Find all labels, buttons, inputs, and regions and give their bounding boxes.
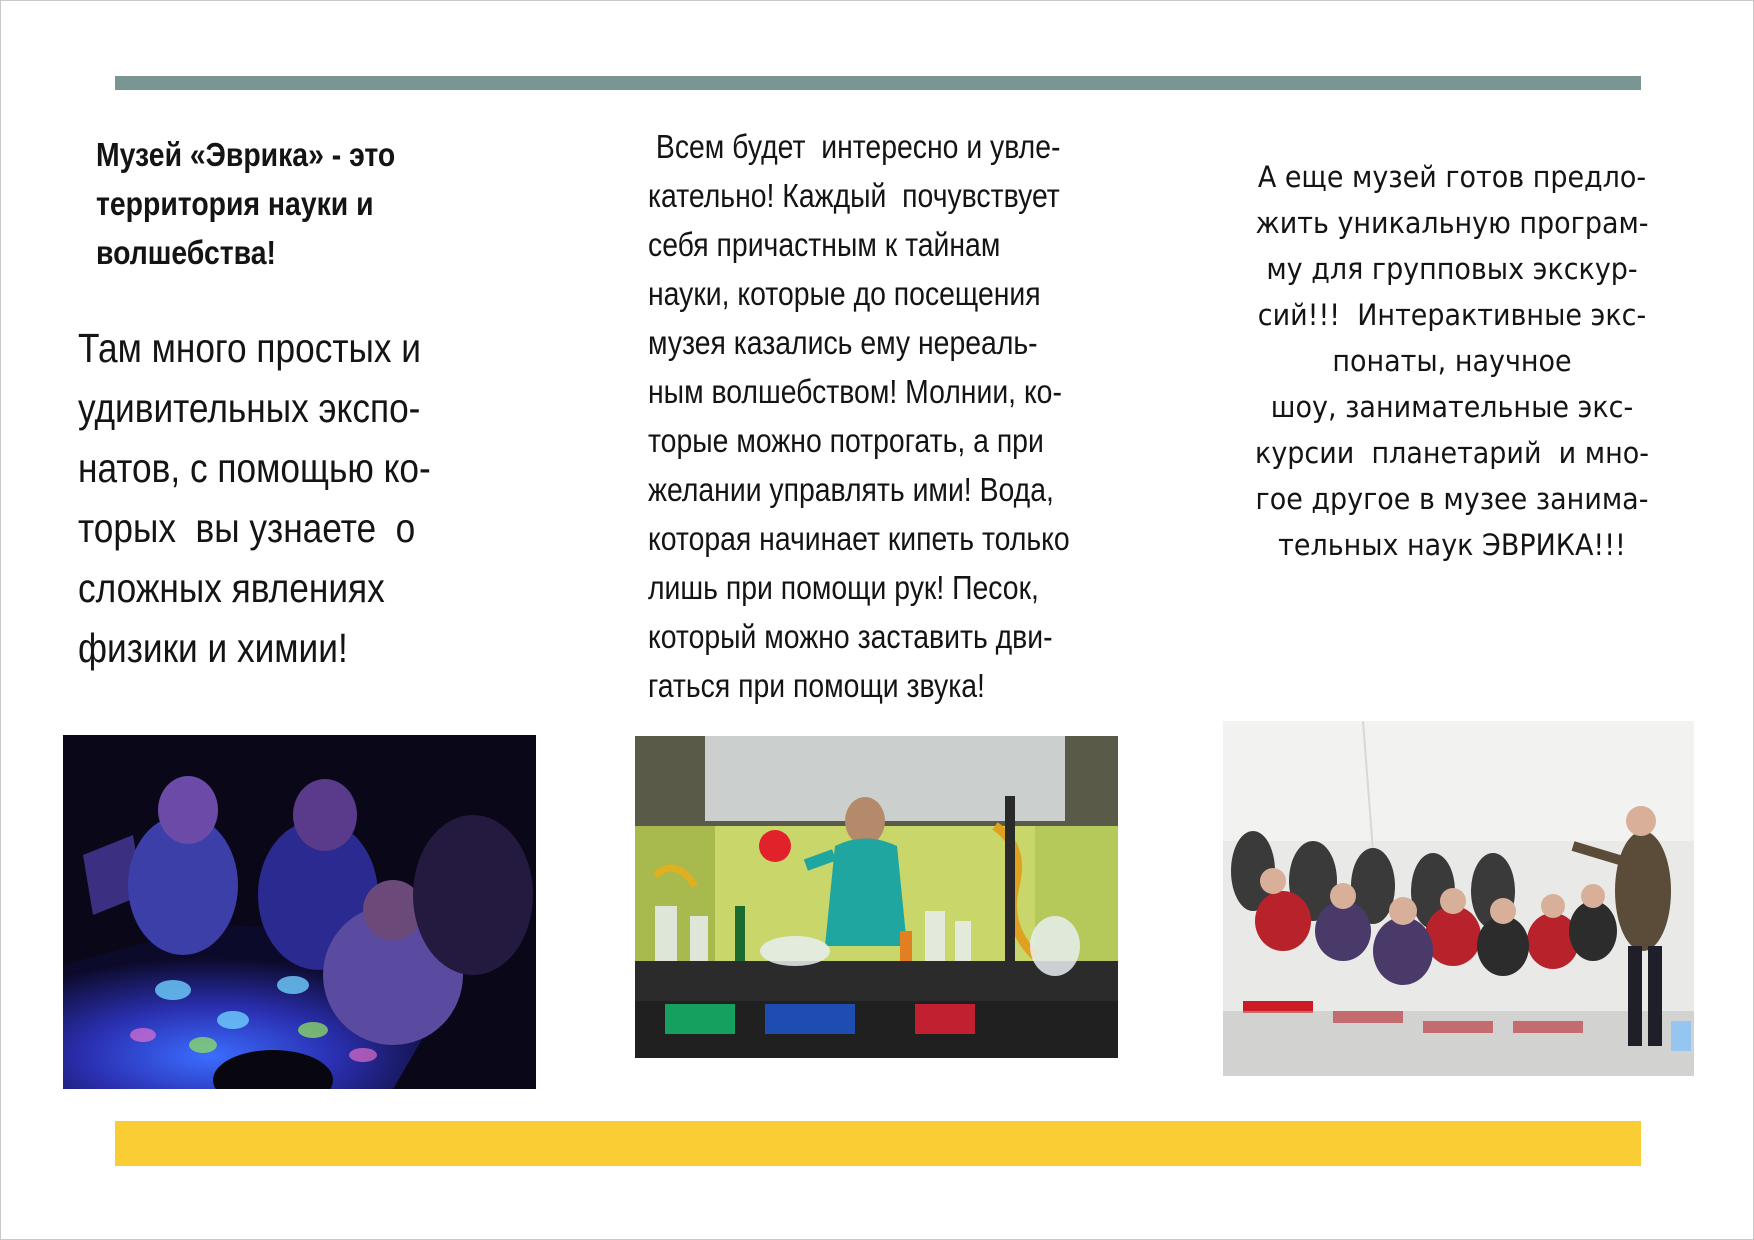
body-line: натов, с помощью ко-: [78, 445, 431, 491]
body-line: физики и химии!: [78, 625, 348, 671]
body-line: А еще музей готов предло-: [1257, 160, 1647, 194]
heading-line: территория науки и: [96, 185, 374, 222]
body-line: которая начинает кипеть только: [648, 520, 1070, 557]
body-line: гое другое в музее занима-: [1255, 482, 1649, 516]
body-line: который можно заставить дви-: [648, 618, 1053, 655]
column2-body: [648, 122, 1104, 710]
body-line: лишь при помощи рук! Песок,: [648, 569, 1039, 606]
body-line: себя причастным к тайнам: [648, 226, 1001, 263]
photo-group-excursion: [1223, 721, 1694, 1076]
body-line: жить уникальную програм-: [1255, 206, 1649, 240]
photo-uv-hands-exhibit: [63, 735, 536, 1089]
body-line: науки, которые до посещения: [648, 275, 1041, 312]
body-line: кательно! Каждый почувствует: [648, 177, 1060, 214]
body-line: удивительных экспо-: [78, 385, 421, 431]
body-line: курсии планетарий и мно-: [1255, 436, 1649, 470]
body-line: му для групповых экскур-: [1266, 252, 1638, 286]
body-line: ным волшебством! Молнии, ко-: [648, 373, 1062, 410]
column3-body: [1238, 154, 1666, 568]
body-line: сложных явлениях: [78, 565, 385, 611]
body-line: тельных наук ЭВРИКА!!!: [1278, 528, 1626, 562]
bottom-divider-bar: [115, 1121, 1641, 1166]
body-line: музея казались ему нереаль-: [648, 324, 1038, 361]
column1-heading: [96, 130, 474, 277]
heading-line: волшебства!: [96, 234, 276, 271]
body-line: сий!!! Интерактивные экс-: [1257, 298, 1647, 332]
column1-body: [78, 318, 525, 678]
body-line: гаться при помощи звука!: [648, 667, 985, 704]
body-line: шоу, занимательные экс-: [1270, 390, 1634, 424]
heading-line: Музей «Эврика» - это: [96, 136, 396, 173]
body-line: понаты, научное: [1332, 344, 1572, 378]
body-line: торые можно потрогать, а при: [648, 422, 1044, 459]
photo-chemistry-show: [635, 736, 1118, 1058]
body-line: Всем будет интересно и увле-: [648, 128, 1061, 165]
body-line: торых вы узнаете о: [78, 505, 416, 551]
body-line: желании управлять ими! Вода,: [648, 471, 1054, 508]
body-line: Там много простых и: [78, 325, 421, 371]
top-divider-bar: [115, 76, 1641, 90]
